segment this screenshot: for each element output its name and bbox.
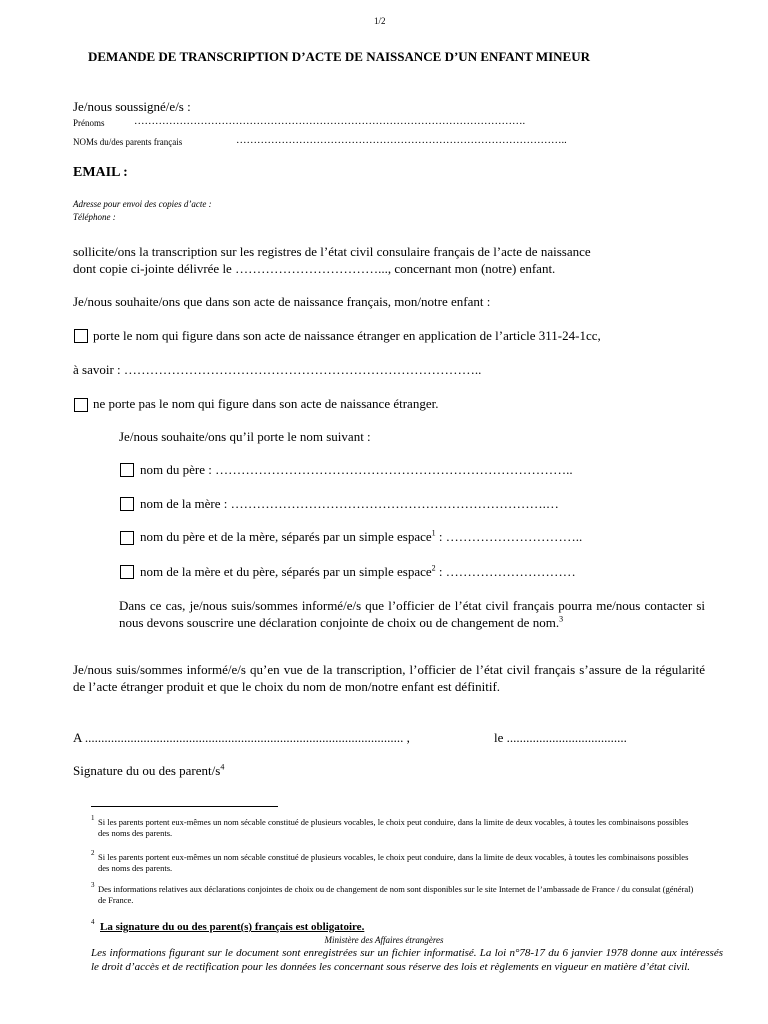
footnote-3-number: 3 (91, 881, 95, 889)
nom-suivant-label: Je/nous souhaite/ons qu’il porte le nom suivant : (119, 429, 371, 444)
a-savoir-field[interactable]: à savoir : ……………………………………………………………………….. (73, 362, 482, 377)
choice-pere-checkbox[interactable] (120, 463, 134, 477)
option2-checkbox[interactable] (74, 398, 88, 412)
sollicite-line2: dont copie ci-jointe délivrée le ……………………………..., concernant mon (notre) enfant. (73, 261, 556, 276)
choice-mere-pere-checkbox[interactable] (120, 565, 134, 579)
footnote-1-number: 1 (91, 814, 95, 822)
footnote-1: Si les parents portent eux-mêmes un nom sécable constitué de plusieurs vocables, le choix peut conduire, dans la limite de deux vocables, à toutes les combinaisons possibles des noms des parents. (98, 817, 689, 838)
page-title: DEMANDE DE TRANSCRIPTION D’ACTE DE NAISSANCE D’UN ENFANT MINEUR (88, 49, 590, 64)
option2-label: ne porte pas le nom qui figure dans son acte de naissance étranger. (93, 396, 439, 411)
page-number: 1/2 (374, 16, 386, 26)
footnote-4-number: 4 (91, 918, 95, 926)
date-field[interactable]: le ..................................... (494, 730, 627, 745)
telephone-label: Téléphone : (73, 212, 116, 222)
choice-mere-checkbox[interactable] (120, 497, 134, 511)
option1-checkbox[interactable] (74, 329, 88, 343)
footnote-4: La signature du ou des parent(s) français est obligatoire. (100, 921, 365, 933)
adresse-envoi-label: Adresse pour envoi des copies d’acte : (73, 199, 212, 209)
sollicite-line1: sollicite/ons la transcription sur les registres de l’état civil consulaire français de l’acte de naissance (73, 244, 591, 259)
prenoms-field[interactable]: …………………………………………………………………………………………………. (134, 116, 526, 127)
choice-pere-mere-label: nom du père et de la mère, séparés par un simple espace$^1$ : ………………………….. (140, 528, 583, 544)
signature-label: Signature du ou des parent/$s^4$ (73, 762, 225, 778)
lieu-field[interactable]: A .................................................................................................. , (73, 730, 410, 745)
soussigne-label: Je/nous soussigné/e/s : (73, 99, 191, 114)
choice-pere-mere-checkbox[interactable] (120, 531, 134, 545)
choice-pere-label: nom du père : ……………………………………………………………………….. (140, 462, 573, 477)
footnote-3: Des informations relatives aux déclarations conjointes de choix ou de changement de nom sont disponibles sur le site Internet de l’ambassade de France / du consulat (général) de France. (98, 884, 694, 905)
informe-paragraph: Je/nous suis/sommes informé/e/s qu’en vue de la transcription, l’officier de l’état civil français s’assure de la régularité de l’acte étranger produit et que le choix du nom de mon/notre enfant est définitif. (73, 662, 705, 694)
footnote-2-number: 2 (91, 849, 95, 857)
footnote-ref-3: 3 (559, 614, 564, 624)
footnote-ref-1: 1 (431, 528, 436, 538)
footnote-divider (91, 806, 278, 807)
footnote-ref-4: 4 (220, 762, 225, 772)
souhaite-intro: Je/nous souhaite/ons que dans son acte de naissance français, mon/notre enfant : (73, 294, 491, 309)
choice-mere-pere-label: nom de la mère et du père, séparés par un simple espace$^2$ : ………………………… (140, 563, 576, 579)
option1-label: porte le nom qui figure dans son acte de naissance étranger en application de l’article 311-24-1cc, (93, 328, 601, 343)
email-label: EMAIL : (73, 165, 128, 180)
noms-parents-label: NOMs du/des parents français (73, 137, 183, 147)
prenoms-label: Prénoms (73, 118, 105, 128)
noms-parents-field[interactable]: ………………………………………………………………………………….. (236, 135, 567, 146)
ministere-label: Ministère des Affaires étrangères (324, 935, 444, 945)
choice-mere-label: nom de la mère : ……………………………………………………………….… (140, 496, 559, 511)
footnote-2: Si les parents portent eux-mêmes un nom sécable constitué de plusieurs vocables, le choix peut conduire, dans la limite de deux vocables, à toutes les combinaisons possibles des noms des parents. (98, 852, 689, 873)
footnote-ref-2: 2 (431, 563, 436, 573)
dans-ce-cas-paragraph: Dans ce cas, je/nous suis/sommes informé/e/s que l’officier de l’état civil français pourra me/nous contacter si nous devons souscrire une déclaration conjointe de choix ou de changement de nom.$^3$ (119, 598, 705, 630)
legal-notice: Les informations figurant sur le document sont enregistrées sur un fichier informatisé. La loi n°78-17 du 6 janvier 1978 donne aux intéressés le droit d’accès et de rectification pour les données les concernant sous réserve des lois et règlements en vigueur en matière d’état civil. (91, 947, 723, 973)
